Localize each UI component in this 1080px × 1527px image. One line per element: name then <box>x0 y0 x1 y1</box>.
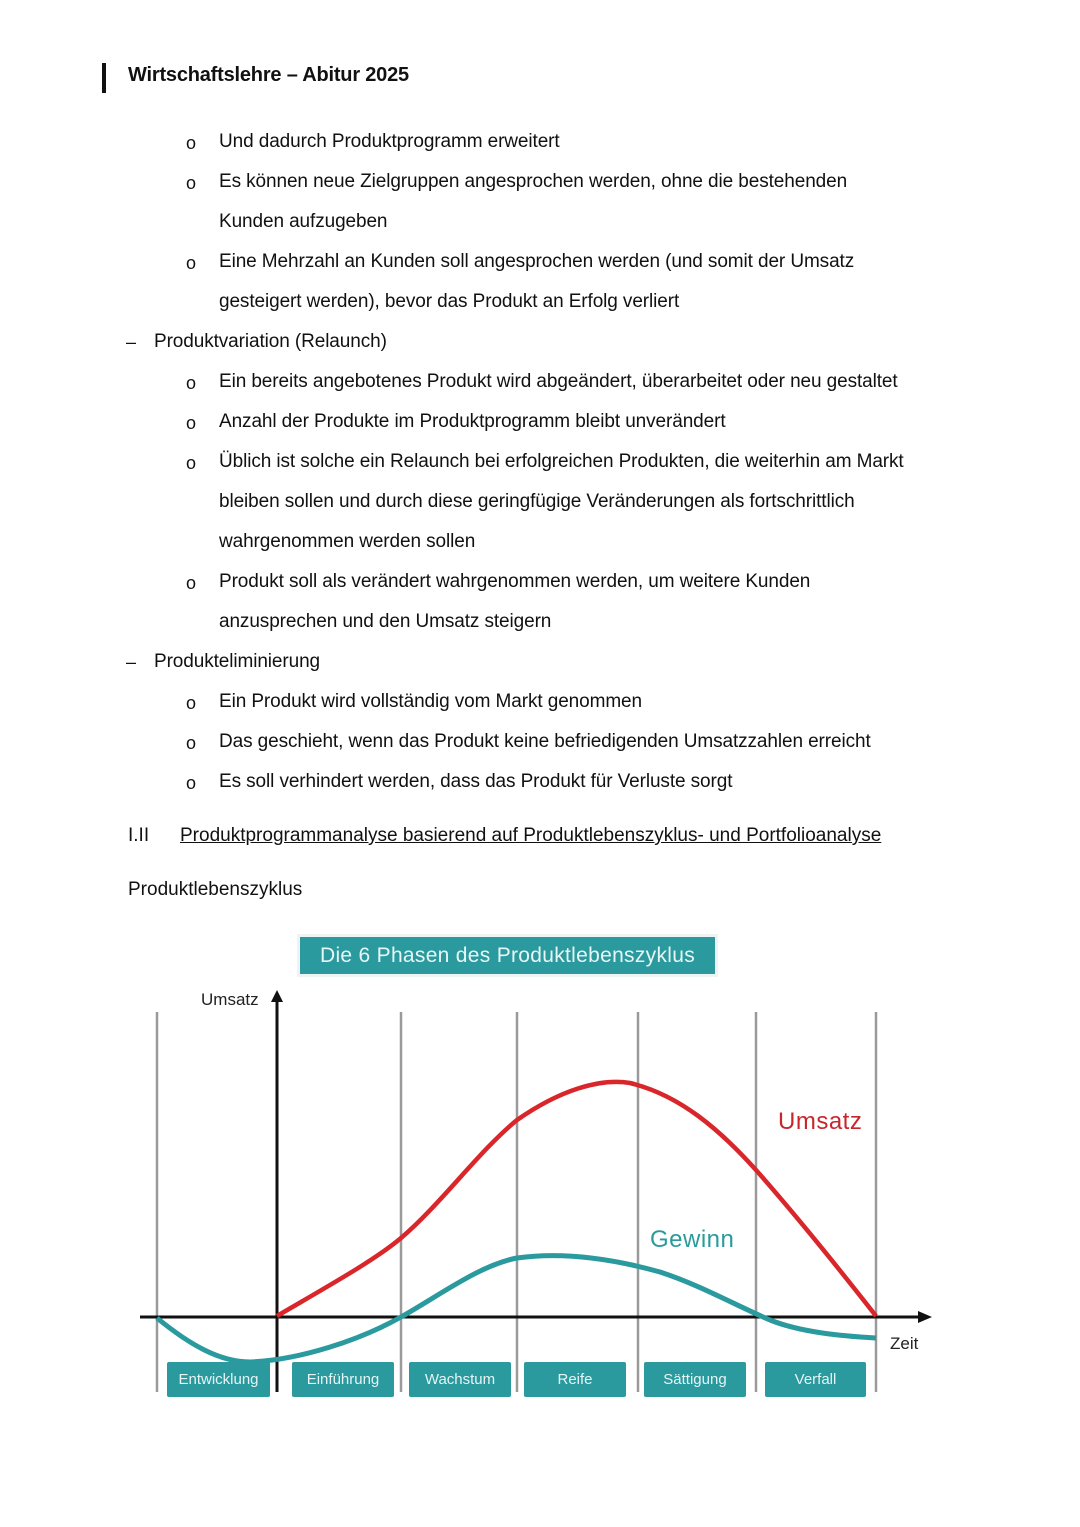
list-item-continuation: gesteigert werden), bevor das Produkt an Erfolg verliert <box>219 291 680 312</box>
list-heading: Produkteliminierung <box>154 651 321 672</box>
list-item: Ein Produkt wird vollständig vom Markt genommen <box>219 691 642 712</box>
gewinn-label: Gewinn <box>650 1226 735 1253</box>
list-heading: Produktvariation (Relaunch) <box>154 331 387 352</box>
bullet-icon: o <box>186 173 197 193</box>
list-item-continuation: bleiben sollen und durch diese geringfügige Veränderungen als fortschrittlich <box>219 491 855 512</box>
bullet-icon: o <box>186 573 197 593</box>
phase-saettigung: Sättigung <box>644 1362 746 1397</box>
bullet-icon: o <box>186 413 197 433</box>
bullet-icon: o <box>186 453 197 473</box>
phase-wachstum: Wachstum <box>409 1362 511 1397</box>
section-number: I.II <box>128 825 150 846</box>
page-header-title: Wirtschaftslehre – Abitur 2025 <box>128 64 409 86</box>
list-item: Ein bereits angebotenes Produkt wird abgeändert, überarbeitet oder neu gestaltet <box>219 371 898 392</box>
list-item: Üblich ist solche ein Relaunch bei erfolgreichen Produkten, die weiterhin am Markt <box>219 451 904 472</box>
phase-separators <box>157 1012 876 1392</box>
dash-icon: – <box>126 332 137 352</box>
y-axis-arrow-icon <box>271 990 283 1002</box>
phase-einfuehrung: Einführung <box>292 1362 394 1397</box>
section-title: Produktprogrammanalyse basierend auf Produktlebenszyklus- und Portfolioanalyse <box>180 825 882 846</box>
list-item: Eine Mehrzahl an Kunden soll angesprochen werden (und somit der Umsatz <box>219 251 855 272</box>
x-axis-arrow-icon <box>918 1311 932 1323</box>
list-item: Es soll verhindert werden, dass das Produkt für Verluste sorgt <box>219 771 733 792</box>
bullet-icon: o <box>186 253 197 273</box>
bullet-icon: o <box>186 773 197 793</box>
phase-reife: Reife <box>524 1362 626 1397</box>
phase-verfall: Verfall <box>765 1362 866 1397</box>
section-heading <box>128 825 881 847</box>
header-accent-bar <box>102 63 106 93</box>
y-axis-label: Umsatz <box>201 990 259 1009</box>
bullet-icon: o <box>186 373 197 393</box>
list-item: Es können neue Zielgruppen angesprochen werden, ohne die bestehenden <box>219 171 848 192</box>
bullet-icon: o <box>186 133 197 153</box>
dash-icon: – <box>126 652 137 672</box>
list-item: Anzahl der Produkte im Produktprogramm bleibt unverändert <box>219 411 726 432</box>
subheading: Produktlebenszyklus <box>128 879 303 900</box>
list-item: Und dadurch Produktprogramm erweitert <box>219 131 560 152</box>
phase-entwicklung: Entwicklung <box>167 1362 270 1397</box>
list-item: Produkt soll als verändert wahrgenommen werden, um weitere Kunden <box>219 571 811 592</box>
x-axis-label: Zeit <box>890 1334 919 1353</box>
list-item-continuation: Kunden aufzugeben <box>219 211 388 232</box>
bullet-icon: o <box>186 693 197 713</box>
bullet-icon: o <box>186 733 197 753</box>
chart-title: Die 6 Phasen des Produktlebenszyklus <box>300 937 715 974</box>
list-item-continuation: wahrgenommen werden sollen <box>219 531 476 552</box>
list-item-continuation: anzusprechen und den Umsatz steigern <box>219 611 552 632</box>
umsatz-label: Umsatz <box>778 1108 863 1135</box>
list-item: Das geschieht, wenn das Produkt keine befriedigenden Umsatzzahlen erreicht <box>219 731 871 752</box>
